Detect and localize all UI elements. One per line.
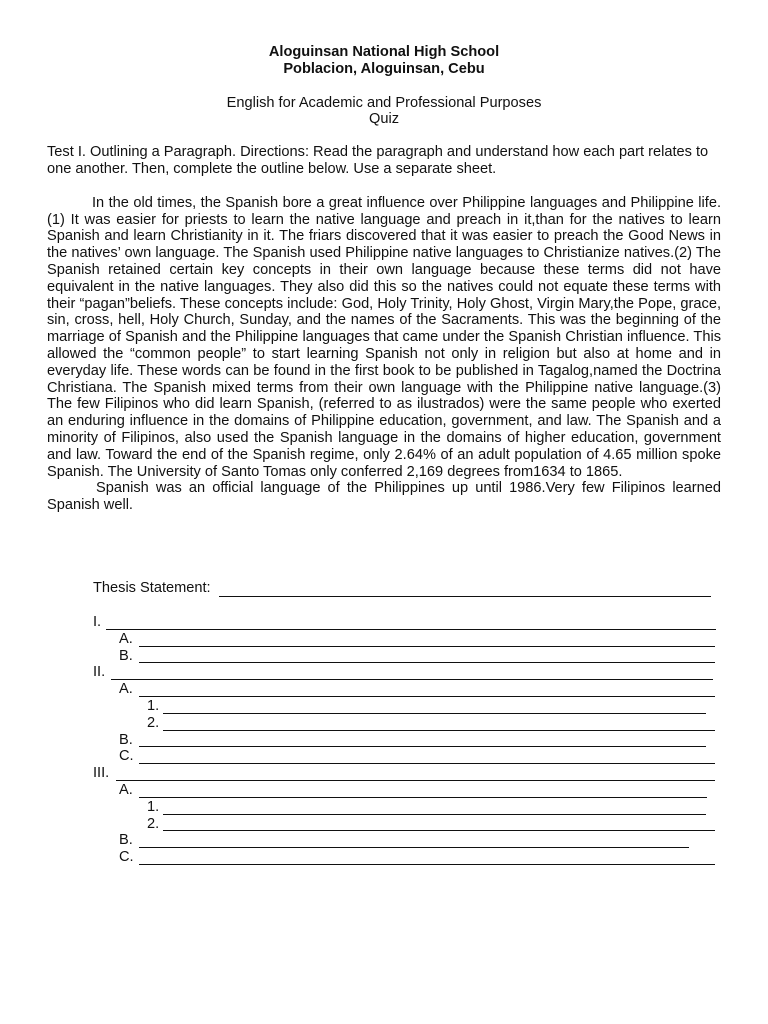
outline-blank[interactable] [139, 797, 707, 798]
reading-paragraph-2: Spanish was an official language of the Philippines up until 1986.Very few Filipinos learned Spanish well. [47, 480, 721, 514]
outline-row-III-A-2 [93, 816, 733, 833]
thesis-statement-row [93, 580, 733, 598]
outline-label: C. [119, 748, 134, 765]
outline-label: A. [119, 781, 133, 798]
outline-row-III-B [93, 832, 733, 849]
outline-row-III [93, 765, 733, 782]
outline-label: 1. [147, 798, 160, 815]
outline-label: B. [119, 647, 133, 664]
outline-label: A. [119, 630, 133, 647]
outline-row-I-B [93, 648, 733, 665]
document-type: Quiz [368, 111, 399, 128]
outline-label: 2. [147, 815, 160, 832]
outline-blank[interactable] [139, 646, 715, 647]
reading-paragraph-1: In the old times, the Spanish bore a great influence over Philippine languages and Philippine life.(1) It was easier for priests to learn the native language and preach in it,than for the natives to learn Spanish and learn Christianity in it. The friars discovered that it was easier to preach the Good News in the natives’ own language. The Spanish used Philippine native languages to Christianize natives.(2) The Spanish retained certain key concepts in their own language because these terms did not have equivalent in the native languages. They also did this so the natives could not equate these terms with their “pagan”beliefs. These concepts include: God, Holy Trinity, Holy Ghost, Virgin Mary,the Pope, grace, sin, cross, hell, Holy Church, Sunday, and the names of the Sacraments. This was the beginning of the marriage of Spanish and the Philippine languages that came under the Spanish Christian influence. This allowed the “common people” to start learning Spanish not only in religion but also at home and in everyday life. These words can be found in the first book to be published in Tagalog,named the Doctrina Christiana. The Spanish mixed terms from their own language with the Philippine native language.(3) The few Filipinos who did learn Spanish, (referred to as ilustrados) were the same people who exerted an enduring influence in the domains of Philippine education, government, and law. The Spanish and a minority of Filipinos, also used the Spanish language in the domains of higher education, government and law. Toward the end of the Spanish regime, only 2.64% of an adult population of 4.65 million spoke Spanish. The University of Santo Tomas only conferred 2,169 degrees from1634 to 1865. [47, 194, 721, 480]
outline-row-III-A [93, 782, 733, 799]
outline-blank[interactable] [139, 864, 715, 865]
outline-row-II [93, 664, 733, 681]
outline-row-III-A-1 [93, 799, 733, 816]
outline-blank[interactable] [163, 713, 706, 714]
school-address: Poblacion, Aloguinsan, Cebu [283, 60, 485, 77]
thesis-statement-label: Thesis Statement: [93, 580, 211, 596]
outline-blank[interactable] [106, 629, 716, 630]
quiz-document [47, 44, 721, 514]
outline-blank[interactable] [163, 730, 715, 731]
school-name: Aloguinsan National High School [268, 44, 500, 60]
outline-label: II. [93, 664, 106, 681]
outline-blank[interactable] [139, 662, 715, 663]
outline-blank[interactable] [139, 746, 706, 747]
outline-row-II-B [93, 732, 733, 749]
outline-row-III-C [93, 849, 733, 866]
subject-title: English for Academic and Professional Purposes [226, 94, 542, 111]
outline-row-I [93, 614, 733, 631]
outline-row-II-A-2 [93, 715, 733, 732]
outline-label: A. [119, 681, 133, 698]
outline-row-I-A [93, 631, 733, 648]
outline-label: B. [119, 832, 133, 849]
outline-blank[interactable] [139, 763, 715, 764]
outline-blank[interactable] [139, 847, 689, 848]
outline-row-II-A [93, 681, 733, 698]
test-directions: Test I. Outlining a Paragraph. Directions: Read the paragraph and understand how each part relates to one another. Then, complete the outline below. Use a separate sheet. [47, 144, 709, 177]
outline-label: 1. [147, 697, 160, 714]
thesis-statement-blank[interactable] [219, 596, 711, 597]
outline-blank[interactable] [163, 814, 706, 815]
outline-blank[interactable] [111, 679, 713, 680]
outline-label: C. [119, 849, 134, 866]
outline-form [93, 580, 733, 866]
outline-label: 2. [147, 714, 160, 731]
outline-blank[interactable] [139, 696, 715, 697]
outline-label: B. [119, 731, 133, 748]
outline-label: I. [93, 614, 102, 630]
outline-blank[interactable] [116, 780, 715, 781]
outline-blank[interactable] [163, 830, 715, 831]
outline-row-II-C [93, 748, 733, 765]
outline-row-II-A-1 [93, 698, 733, 715]
outline-label: III. [93, 765, 110, 782]
